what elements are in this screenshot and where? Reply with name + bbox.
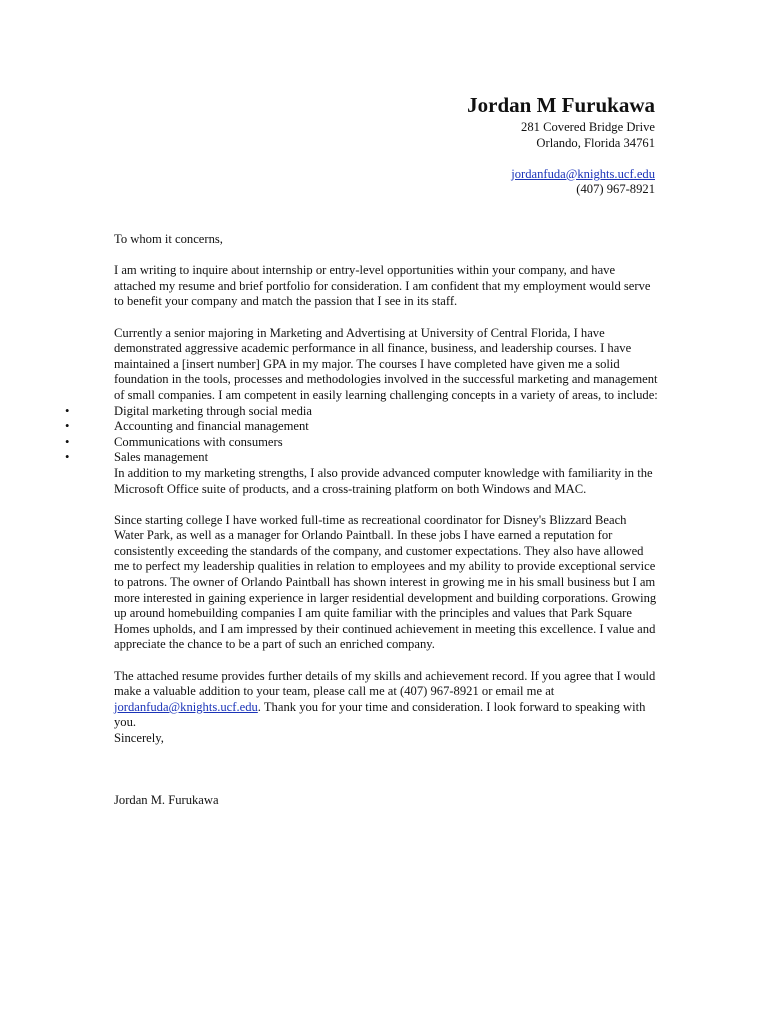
list-item-text: Sales management (114, 450, 209, 465)
letter-body (65, 232, 659, 809)
paragraph-experience: Since starting college I have worked full-time as recreational coordinator for Disney's Blizzard Beach Water Park, as well as a manager for Orlando Paintball. In these jobs I have earned a reputation for consistently exceeding the standards of the company, and customer expectations. They also have allowed me to perfect my leadership qualities in relation to employees and my ability to provide exceptional service to patrons. The owner of Orlando Paintball has shown interest in growing me in his small business but I am more interested in gaining experience in larger residential development and building corporations. Growing up around homebuilding companies I am quite familiar with the principles and values that Park Square Homes upholds, and I am impressed by their continued achievement in meeting this excellence. I value and appreciate the chance to be a part of such an enriched company. (114, 512, 657, 652)
signature-spacer (114, 747, 659, 794)
salutation: To whom it concerns, (114, 232, 223, 246)
paragraph-closing (114, 669, 659, 731)
closing-email-link[interactable]: jordanfuda@knights.ucf.edu (114, 699, 258, 714)
closing-salutation: Sincerely, (114, 731, 164, 745)
paragraph-intro: I am writing to inquire about internship or entry-level opportunities within your company, and have attached my resume and brief portfolio for consideration. I am confident that my employment would serve to benefit your company and match the passion that I see in its staff. (114, 263, 651, 309)
sender-address-line1: 281 Covered Bridge Drive (521, 120, 655, 134)
sender-phone: (407) 967-8921 (576, 182, 655, 197)
paragraph-education: Currently a senior majoring in Marketing and Advertising at University of Central Florida, I have demonstrated aggressive academic performance in all finance, business, and leadership courses. I have maintained a [insert number] GPA in my major. The courses I have completed have given me a solid foundation in the tools, processes and methodologies involved in the successful marketing and management of small companies. I am competent in easily learning challenging concepts in a variety of areas, to include: (114, 325, 658, 402)
paragraph-spacer (114, 310, 659, 326)
list-item (65, 434, 659, 451)
bullet-icon: • (65, 403, 70, 418)
sender-email-link[interactable]: jordanfuda@knights.ucf.edu (511, 166, 655, 181)
bullet-icon: • (65, 434, 70, 449)
signature-name: Jordan M. Furukawa (114, 793, 219, 808)
sender-name: Jordan M Furukawa (467, 93, 655, 117)
list-item-text: Communications with consumers (114, 434, 283, 449)
letter-header (467, 92, 655, 198)
paragraph-spacer (114, 653, 659, 669)
paragraph-computer-skills: In addition to my marketing strengths, I also provide advanced computer knowledge with familiarity in the Microsoft Office suite of products, and a cross-training platform on both Windows and MAC. (114, 465, 653, 496)
skills-list (65, 403, 659, 466)
closing-text-after: . Thank you for your time and consideration. I look forward to speaking with you. (114, 699, 646, 730)
list-item-text: Accounting and financial management (114, 419, 309, 434)
list-item-text: Digital marketing through social media (114, 403, 312, 418)
bullet-icon: • (65, 419, 70, 434)
list-item (65, 419, 659, 435)
paragraph-spacer (114, 497, 659, 513)
list-item (65, 403, 659, 420)
bullet-icon: • (65, 450, 70, 465)
sender-email-line (467, 167, 655, 183)
sender-address-line2: Orlando, Florida 34761 (536, 135, 655, 150)
header-spacer (467, 151, 655, 167)
paragraph-spacer (114, 248, 659, 264)
closing-text-before: The attached resume provides further details of my skills and achievement record. If you agree that I would make a valuable addition to your team, please call me at (407) 967-8921 or email me at (114, 668, 656, 699)
list-item (65, 450, 659, 466)
